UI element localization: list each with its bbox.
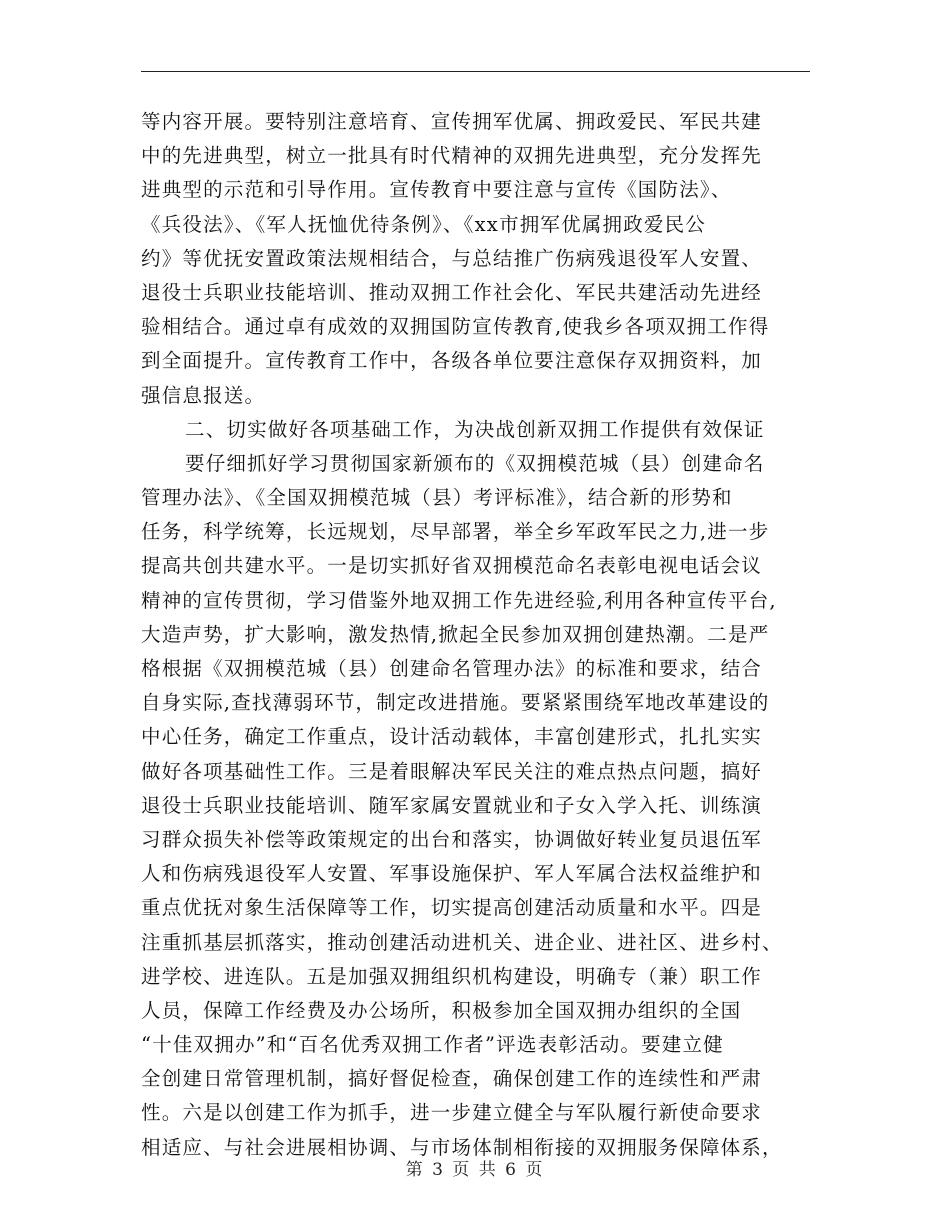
text-line: 任务，科学统筹，长远规划，尽早部署，举全乡军政军民之力,进一步 xyxy=(141,520,770,544)
text-line: “十佳双拥办”和“百名优秀双拥工作者”评选表彰活动。要建立健 xyxy=(141,1033,724,1057)
text-line: 性。六是以创建工作为抓手，进一步建立健全与军队履行新使命要求 xyxy=(141,1101,763,1125)
text-line: 等内容开展。要特别注意培育、宣传拥军优属、拥政爱民、军民共建 xyxy=(141,110,763,133)
text-line: 注重抓基层抓落实，推动创建活动进机关、进企业、进社区、进乡村、 xyxy=(141,930,783,954)
text-line: 中心任务，确定工作重点，设计活动载体，丰富创建形式，扎扎实实 xyxy=(141,725,763,749)
text-line: 要仔细抓好学习贯彻国家新颁布的《双拥模范城（县）创建命名 xyxy=(185,451,765,475)
text-line: 退役士兵职业技能培训、随军家属安置就业和子女入学入托、训练演 xyxy=(141,793,763,817)
text-line: 人和伤病残退役军人安置、军事设施保护、军人军属合法权益维护和 xyxy=(141,862,763,886)
text-line: 《兵役法》、《军人抚恤优待条例》、《xx市拥军优属拥政爱民公 xyxy=(141,212,706,236)
text-line: 重点优抚对象生活保障等工作，切实提高创建活动质量和水平。四是 xyxy=(141,896,763,920)
text-line: 管理办法》、《全国双拥模范城（县）考评标准》，结合新的形势和 xyxy=(141,486,733,510)
document-body xyxy=(141,105,821,1165)
text-line: 做好各项基础性工作。三是着眼解决军民关注的难点热点问题，搞好 xyxy=(141,759,763,783)
header-rule xyxy=(141,71,810,72)
text-line: 人员，保障工作经费及办公场所，积极参加全国双拥办组织的全国 xyxy=(141,998,742,1022)
text-line: 大造声势，扩大影响，激发热情,掀起全民参加双拥创建热潮。二是严 xyxy=(141,622,770,646)
text-line: 强信息报送。 xyxy=(141,383,266,407)
text-line: 自身实际,查找薄弱环节，制定改进措施。要紧紧围绕军地改革建设的 xyxy=(141,691,770,715)
page-number-footer: 第 3 页 共 6 页 xyxy=(405,1160,545,1180)
text-line: 退役士兵职业技能培训、推动双拥工作社会化、军民共建活动先进经 xyxy=(141,280,763,304)
text-line: 精神的宣传贯彻，学习借鉴外地双拥工作先进经验,利用各种宣传平台, xyxy=(141,588,777,612)
text-line: 习群众损失补偿等政策规定的出台和落实，协调做好转业复员退伍军 xyxy=(141,827,763,851)
text-line: 相适应、与社会进展相协调、与市场体制相衔接的双拥服务保障体系， xyxy=(141,1135,783,1159)
section-heading: 二、切实做好各项基础工作，为决战创新双拥工作提供有效保证 xyxy=(185,417,765,441)
text-line: 验相结合。通过卓有成效的双拥国防宣传教育,使我乡各项双拥工作得 xyxy=(141,315,770,339)
text-line: 到全面提升。宣传教育工作中，各级各单位要注意保存双拥资料，加 xyxy=(141,349,763,373)
text-line: 全创建日常管理机制，搞好督促检查，确保创建工作的连续性和严肃 xyxy=(141,1067,763,1091)
text-line: 进学校、进连队。五是加强双拥组织机构建设，明确专（兼）职工作 xyxy=(141,964,763,988)
text-line: 提高共创共建水平。一是切实抓好省双拥模范命名表彰电视电话会议 xyxy=(141,554,763,578)
text-line: 进典型的示范和引导作用。宣传教育中要注意与宣传《国防法》、 xyxy=(141,178,732,202)
text-line: 格根据《双拥模范城（县）创建命名管理办法》的标准和要求，结合 xyxy=(141,657,763,680)
text-line: 约》等优抚安置政策法规相结合，与总结推广伤病残退役军人安置、 xyxy=(141,246,763,270)
text-line: 中的先进典型，树立一批具有时代精神的双拥先进典型，充分发挥先 xyxy=(141,144,763,168)
